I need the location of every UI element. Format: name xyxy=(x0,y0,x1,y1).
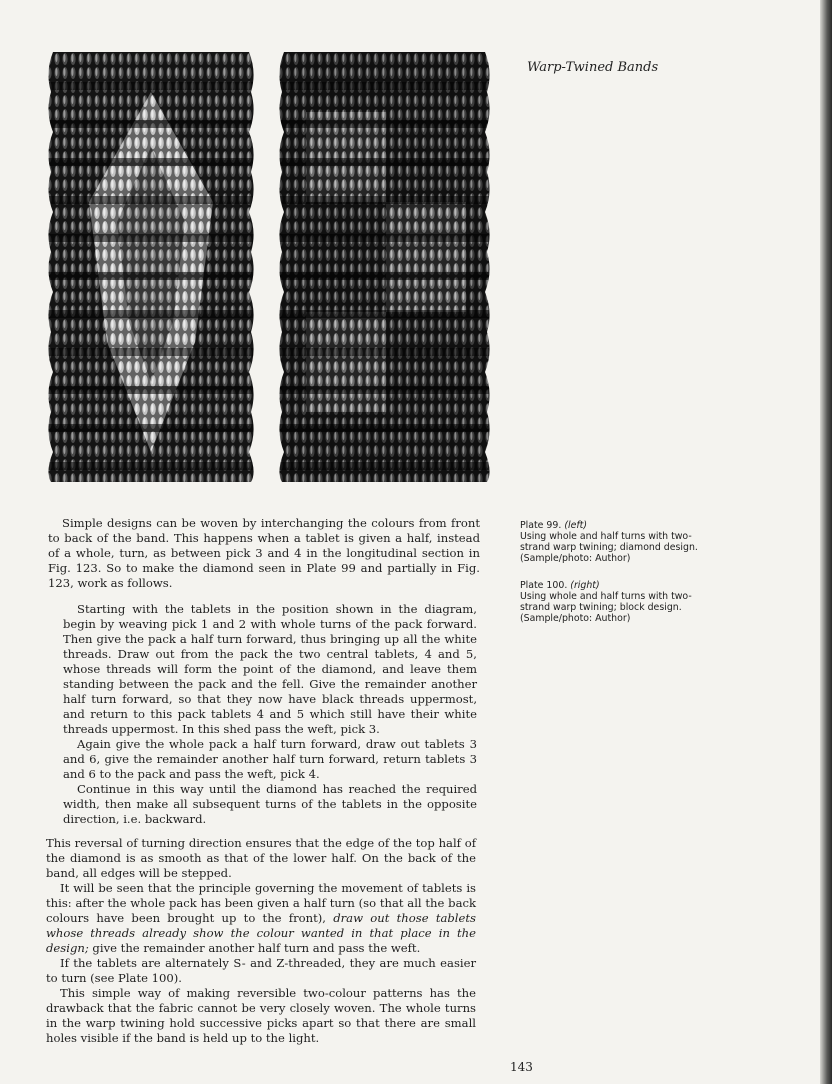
intro-paragraph: Simple designs can be woven by interchanging the colours from front to back of the band. This happens when a tablet is given a half, instead of a whole, turn, as between pick 3 and 4 in the longitudinal section in Fig. 123. So to make the diamond seen in Plate 99 and partially in Fig. 123, work as follows. xyxy=(48,516,480,590)
principle-text-end: give the remainder another half turn and pass the weft. xyxy=(88,941,421,955)
caption-label: Plate 100. xyxy=(520,580,568,591)
caption-label: Plate 99. xyxy=(520,520,562,531)
intro-paragraph-block xyxy=(48,516,480,591)
closing-block xyxy=(46,836,476,1046)
running-header: Warp-Twined Bands xyxy=(527,60,659,75)
instructions-block xyxy=(63,602,477,827)
instruction-paragraph: Again give the whole pack a half turn forward, draw out tablets 3 and 6, give the remainder another half turn forward, return tablets 3 and 6 to the pack and pass the weft, pick 4. xyxy=(63,737,477,781)
plate-99-caption xyxy=(520,520,720,564)
plate-100-caption xyxy=(520,580,720,624)
principle-paragraph xyxy=(46,881,476,956)
body-paragraph: If the tablets are alternately S- and Z-threaded, they are much easier to turn (see Plate 100). xyxy=(46,956,476,985)
principle-emphasis: draw out those tablets whose threads already show the colour wanted in that place in the design; xyxy=(46,911,476,955)
caption-line: (Sample/photo: Author) xyxy=(520,553,631,564)
page-edge-shadow xyxy=(820,0,832,1084)
caption-line: Using whole and half turns with two- xyxy=(520,531,692,542)
body-paragraph: This simple way of making reversible two-colour patterns has the drawback that the fabric cannot be very closely woven. The whole turns in the warp twining hold successive picks apart so that there are small holes visible if the band is held up to the light. xyxy=(46,986,476,1045)
page-number: 143 xyxy=(510,1060,533,1074)
body-paragraph: This reversal of turning direction ensures that the edge of the top half of the diamond is as smooth as that of the lower half. On the back of the band, all edges will be stepped. xyxy=(46,836,476,880)
caption-heading xyxy=(520,580,720,591)
caption-line: (Sample/photo: Author) xyxy=(520,613,631,624)
instruction-paragraph: Starting with the tablets in the position shown in the diagram, begin by weaving pick 1 and 2 with whole turns of the pack forward. Then give the pack a half turn forward, thus bringing up all the white threads. Draw out from the pack the two central tablets, 4 and 5, whose threads will form the point of the diamond, and leave them standing between the pack and the fell. Give the remainder another half turn forward, so that they now have black threads uppermost, and return to this pack tablets 4 and 5 which still have their white threads uppermost. In this shed pass the weft, pick 3. xyxy=(63,602,477,736)
principle-text: It will be seen that the principle governing the movement of tablets is this: after the whole pack has been given a half turn (so that all the back colours have been brought up to the front), xyxy=(46,881,476,925)
plate-99-photo xyxy=(45,52,257,482)
instruction-paragraph: Continue in this way until the diamond has reached the required width, then make all subsequent turns of the tablets in the opposite direction, i.e. backward. xyxy=(63,782,477,826)
plate-100-photo xyxy=(276,52,493,482)
caption-heading xyxy=(520,520,720,531)
caption-direction: (right) xyxy=(570,580,600,591)
caption-line: Using whole and half turns with two- xyxy=(520,591,692,602)
caption-line: strand warp twining; block design. xyxy=(520,602,682,613)
caption-line: strand warp twining; diamond design. xyxy=(520,542,698,553)
caption-direction: (left) xyxy=(564,520,587,531)
